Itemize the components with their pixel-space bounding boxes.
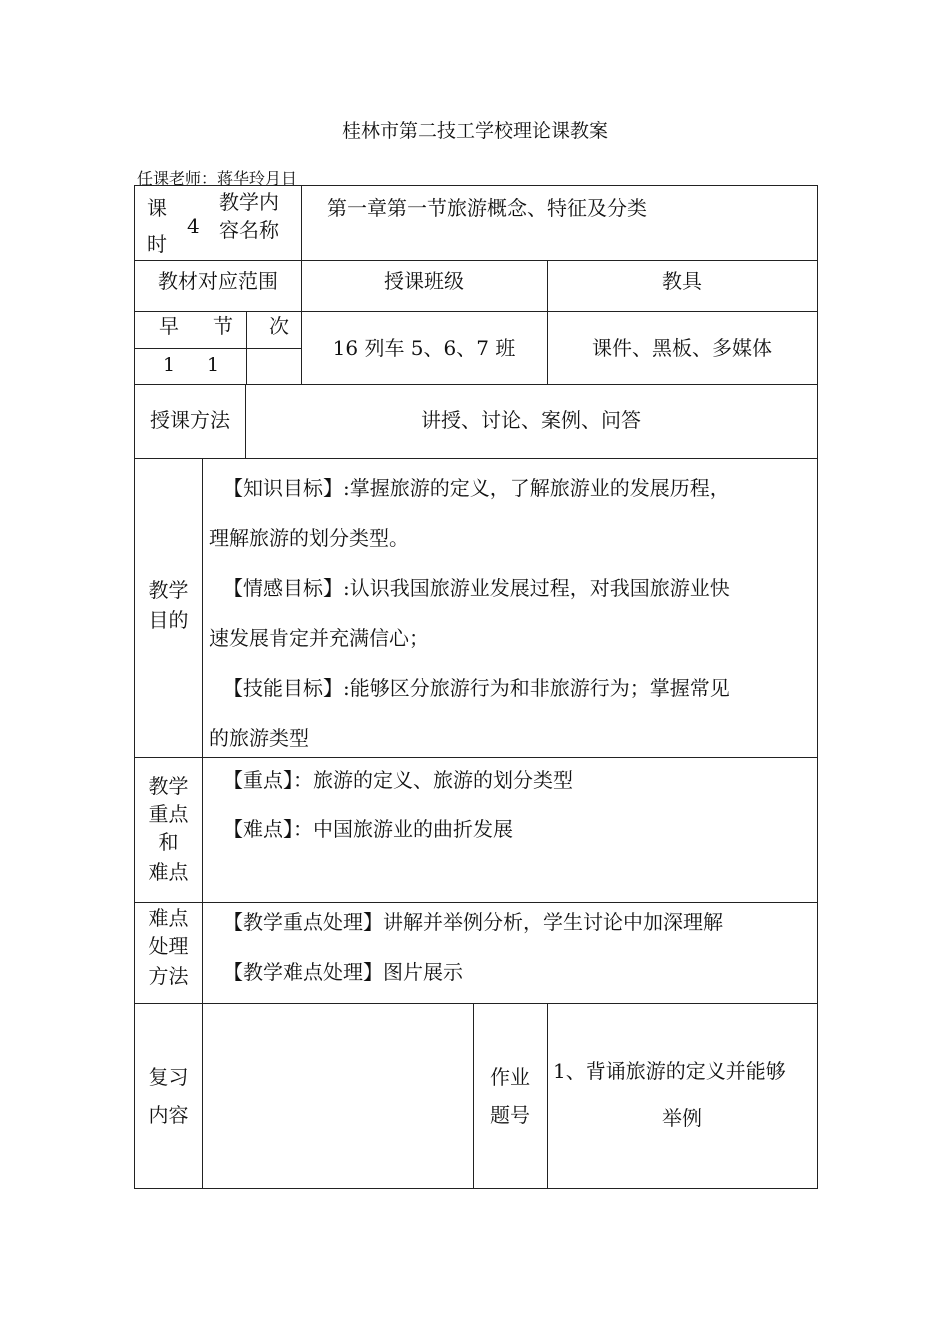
section-value: 1 <box>207 354 220 376</box>
content-name-value: 第一章第一节旅游概念、特征及分类 <box>327 196 647 220</box>
goal-emotion: 【情感目标】:认识我国旅游业发展过程，对我国旅游业快 <box>223 576 730 600</box>
class-label: 授课班级 <box>384 269 464 293</box>
method-value: 讲授、讨论、案例、问答 <box>421 408 641 432</box>
column-divider <box>473 1003 474 1188</box>
row-divider <box>135 260 817 261</box>
review-label: 内容 <box>148 1103 189 1127</box>
handling-label: 难点 <box>148 906 189 930</box>
key-points-label: 教学 <box>148 774 189 798</box>
goal-skill: 的旅游类型 <box>209 726 309 750</box>
hours-label: 时 <box>147 232 167 256</box>
document-title: 桂林市第二技工学校理论课教案 <box>341 120 608 142</box>
row-divider <box>135 902 817 903</box>
row-divider <box>135 1003 817 1004</box>
goal-skill: 【技能目标】:能够区分旅游行为和非旅游行为；掌握常见 <box>223 676 730 700</box>
key-points-label: 和 <box>158 830 179 854</box>
hours-label: 课 <box>147 196 167 220</box>
chapter-label: 早 <box>159 314 179 338</box>
goal-knowledge: 【知识目标】:掌握旅游的定义，了解旅游业的发展历程， <box>223 476 730 500</box>
textbook-range-label: 教材对应范围 <box>158 269 278 293</box>
chapter-value: 1 <box>163 354 176 376</box>
goal-emotion: 速发展肯定并充满信心； <box>209 626 429 650</box>
difficult-point: 【难点】：中国旅游业的曲折发展 <box>223 817 513 841</box>
content-name-label: 教学内 <box>219 190 279 214</box>
hours-value: 4 <box>187 214 200 238</box>
handling-label: 方法 <box>148 964 189 988</box>
method-label: 授课方法 <box>150 408 230 432</box>
key-points-label: 难点 <box>148 860 189 884</box>
teacher-line: 任课老师：蒋华玲月日 <box>137 169 298 188</box>
homework-label: 题号 <box>490 1103 530 1127</box>
times-label: 次 <box>269 314 289 338</box>
goals-label: 教学 <box>148 578 189 602</box>
row-divider <box>135 458 817 459</box>
lesson-plan-table <box>134 185 818 1189</box>
row-divider <box>135 311 817 312</box>
handling-difficult: 【教学难点处理】图片展示 <box>223 960 463 984</box>
column-divider <box>202 458 203 1188</box>
homework-value: 举例 <box>662 1106 702 1130</box>
class-value: 16 列车 5、6、7 班 <box>332 336 516 360</box>
homework-label: 作业 <box>490 1065 530 1089</box>
content-name-label: 容名称 <box>219 218 279 242</box>
column-divider <box>246 311 247 384</box>
tools-label: 教具 <box>662 269 702 293</box>
row-divider <box>135 757 817 758</box>
key-points-label: 重点 <box>148 802 189 826</box>
row-divider <box>135 384 817 385</box>
handling-key: 【教学重点处理】讲解并举例分析，学生讨论中加深理解 <box>223 910 723 934</box>
handling-label: 处理 <box>148 934 189 958</box>
tools-value: 课件、黑板、多媒体 <box>592 336 772 360</box>
goal-knowledge: 理解旅游的划分类型。 <box>209 526 409 550</box>
row-divider <box>135 348 301 349</box>
homework-value: 1、背诵旅游的定义并能够 <box>553 1059 786 1083</box>
goals-label: 目的 <box>148 608 189 632</box>
key-point: 【重点】：旅游的定义、旅游的划分类型 <box>223 768 573 792</box>
review-label: 复习 <box>148 1065 189 1089</box>
section-label: 节 <box>213 314 233 338</box>
column-divider <box>547 1003 548 1188</box>
